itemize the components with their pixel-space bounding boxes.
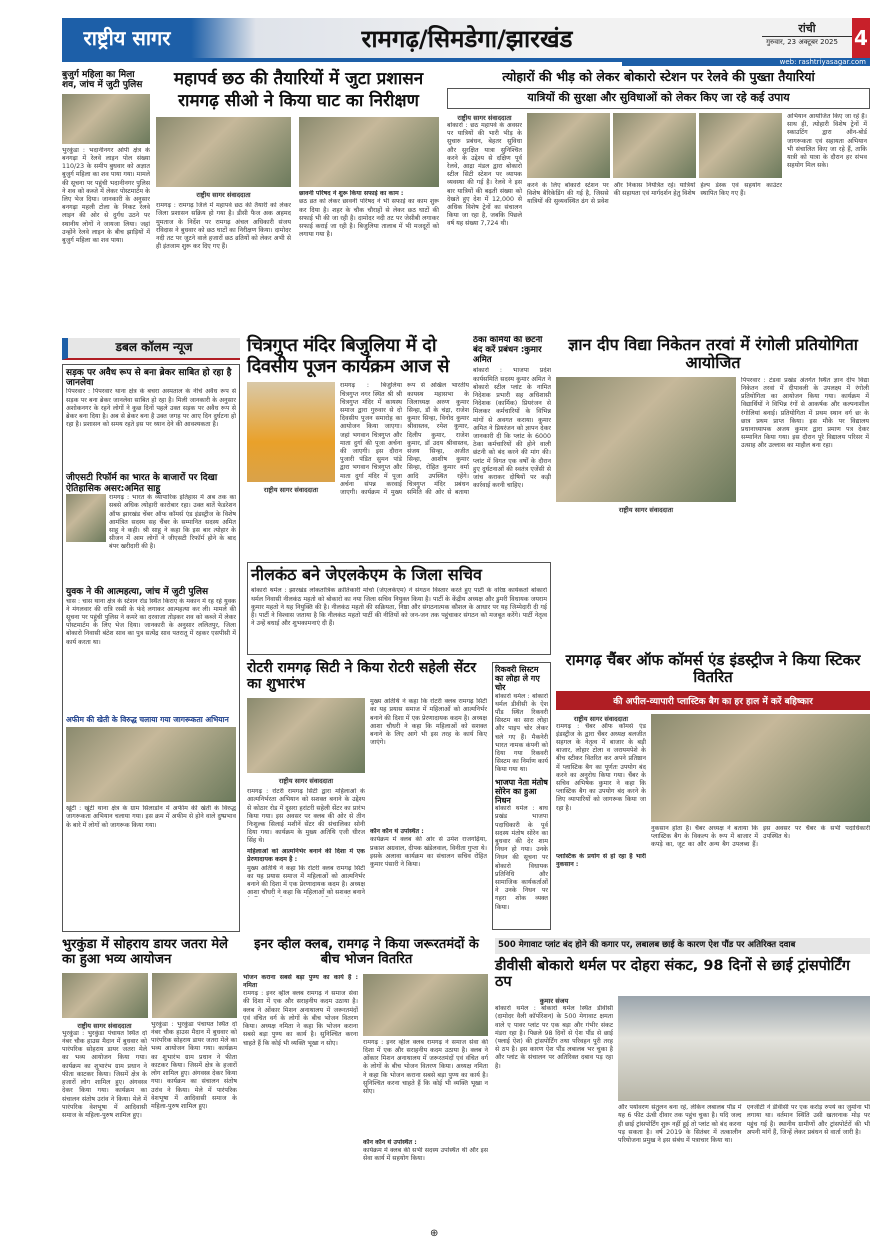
photo (527, 113, 610, 178)
headline: अफीम की खेती के विरुद्ध चलाया गया जागरूकता अभियान (66, 714, 229, 724)
body: भुरकुंडा : भदानीनगर ओपी क्षेत्र के बनगढ़ा में रेलवे लाइन पोल संख्या 110/23 के समीप बुधवार को अज्ञात बुजुर्ग महिला का शव पाया गया। मामले की सूचना पर पहुंची भदानीनगर पुलिस ने शव को कब्जे में लेकर पोस्टमार्टम के लिए भेज दिया। जानकारी के अनुसार बनगढ़ा महली टोला के निकट रेलवे लाइन की ओर से दुर्गंध उठने पर स्थानीय लोगों ने जायजा लिया। जहां उन्होंने रेलवे लाइन के बीच झाड़ियों में बुजुर्ग महिला का शव पाया। (62, 146, 150, 244)
body: छठ व्रत को लेकर छावनी परिषद ने भी सफाई का काम शुरू कर दिया है। शहर के चौक चौराहों से लेकर छठ घाटों की सफाई भी की जा रही है। दामोदर नदी तट पर जेसीबी लगाकर सफाई कराई जा रही है। बिजुलिया तालाब में भी मजदूरों को लगाया गया है। (299, 198, 439, 239)
subhead: कौन कौन थे उपस्थित : (370, 828, 424, 836)
article-rotary (247, 660, 487, 932)
headline: रोटरी रामगढ़ सिटी ने किया रोटरी सहेली सेंटर का शुभारंभ (247, 660, 477, 693)
body: बोकारो थर्मल : झारखंड लोकतांत्रिक क्रांतिकारी मोर्चा (जेएलकेएम) ने संगठन विस्तार करते हुए पार्टी के वरिष्ठ कार्यकर्ता बोकारो थर्मल निवासी नीलकंठ महतो को बोकारो का नया जिला सचिव नियुक्त किया है। पार्टी के केंद्रीय अध्यक्ष और डुमरी विधायक जयराम कुमार महतो ने यह नियुक्ति की है। नीलकंठ महतो की सक्रियता, निष्ठा और संगठनात्मक कौशल के आधार पर यह जिम्मेदारी दी गई है। पार्टी ने विश्वास जताया है कि नीलकंठ महतो पार्टी की नीतियों को जन-जन तक पहुंचाकर संगठन को मजबूत करेंगे। पार्टी नेतृत्व ने उन्हें बधाई और शुभकामनाएं दी हैं। (251, 587, 547, 628)
kicker: 500 मेगावाट प्लांट बंद होने की कगार पर, लबालब छाई के कारण ऐश पौंड पर अतिरिक्त दवाब (495, 938, 870, 954)
headline: डीवीसी बोकारो थर्मल पर दोहरा संकट, 98 दिनों से छाई ट्रांसपोर्टिंग ठप (495, 957, 850, 991)
body: रामगढ़ : चैंबर ऑफ कॉमर्स एंड इंडस्ट्रीज के द्वारा चैंबर अध्यक्ष बलजीत सहगल के नेतृत्व में बाजार के बड़ी बाजार, लोहार टोला व जरायमपेशे के बीच स्टीकर वितरित कर अपने प्रतिष्ठान में प्लास्टिक बैग का पूर्णतः उपयोग बंद करने का अनुरोध किया गया। चैंबर के सचिव अभिषेक कुमार ने कहा कि प्लास्टिक बैग का उपयोग बंद करने के लिए व्यापारियों को जागरूक किया जा रहा है। (556, 722, 646, 812)
registration-mark-icon: ⊕ (430, 1228, 439, 1239)
subhead: यात्रियों की सुरक्षा और सुविधाओं को लेकर किए जा रहे कई उपाय (447, 88, 870, 109)
article-neelkanth (247, 562, 551, 655)
headline: बुजुर्ग महिला का मिला शव, जांच में जुटी पुलिस (62, 70, 143, 91)
body: कार्यक्रम में क्लब की सभी सदस्य उपस्थित थीं और इस सेवा कार्य में सहयोग किया। (363, 1147, 488, 1163)
headline: ज्ञान दीप विद्या निकेतन तरवां में रंगोली प्रतियोगिता आयोजित (568, 335, 858, 373)
headline: ठेका कर्मियों की छंटनी बंद करें प्रबंधन :कुमार अमित (473, 336, 543, 365)
headline: त्योहारों की भीड़ को लेकर बोकारो स्टेशन पर रेलवे की पुख्ता तैयारियां (502, 69, 815, 84)
page-number: 4 (852, 18, 870, 58)
article-bokaro-station (447, 70, 870, 332)
article-gyan-deep (556, 336, 870, 606)
body: बोकारो : भाजपा प्रदेश कार्यसमिति सदस्य कुमार अमित ने बोकारो स्टील प्लांट के नामित निदेशक प्रभारी सह अधिशासी निदेशक (कार्मिक) प्रियरंजन से मिलकर कर्मचारियों के विभिन्न मांगों से अवगत कराया। कुमार अमित ने प्रियरंजन को ज्ञापन देकर जानकारी दी कि प्लांट के 6000 ठेका कर्मचारियों की होने वाली छंटनी को बंद करने की मांग की। प्लांट में विगत एक वर्षों के दौरान हुए दुर्घटनाओं की स्वतंत्र एजेंसी से जांच कराकर दोषियों पर कड़ी कार्रवाई करनी चाहिए। (473, 367, 551, 490)
body: बोकारो : छठ महापर्व के अवसर पर यात्रियों की भारी भीड़ के सुचारु प्रबंधन, बेहतर सुविधा और सुरक्षित यात्रा सुनिश्चित करने के उद्देश्य से दक्षिण पूर्व रेलवे, आद्रा मंडल द्वारा बोकारो स्टील सिटी स्टेशन पर व्यापक व्यवस्था की गई है। रेलवे ने इस बार यात्रियों की बढ़ती संख्या को देखते हुए देश में 12,000 से अधिक विशेष ट्रेनों का संचालन किया जा रहा है, जबकि पिछले वर्ष यह संख्या 7,724 थी। (447, 122, 522, 228)
photo (299, 117, 439, 187)
body: खूंटी : खूंटी थाना क्षेत्र के ग्राम सिलाडोन में अफीम की खेती के विरुद्ध जागरूकता अभियान चलाया गया। इस क्रम में अफीम से होने वाले दुष्प्रभाव के बारे में लोगों को जागरूक किया गया। (66, 805, 236, 829)
body: करने के लिए बोकारो स्टेशन पर विशेष बैरिकेडिंग की गई है, जिससे यात्रियों की सुव्यवस्थित ढंग से प्रवेश और निकास नियंत्रित रहे। यात्रियों की सहायता एवं मार्गदर्शन हेतु विशेष हेल्प डेस्क एवं सहयोग काउंटर स्थापित किए गए हैं। (527, 182, 782, 206)
headline: इनर व्हील क्लब, रामगढ़ ने किया जरूरतमंदों के बीच भोजन वितरित (254, 937, 479, 967)
photo (556, 377, 736, 502)
headline: रामगढ़ चैंबर ऑफ कॉमर्स एंड इंडस्ट्रीज ने किया स्टिकर वितरित (565, 651, 861, 687)
article-theka (473, 336, 551, 556)
body: रामगढ़ : रामगढ़ जिले में महापर्व छठ की तैयारी को लेकर जिला प्रशासन सक्रिय हो गया है। डीसी फैज अक अहमद मुमताज के निर्देश पर रामगढ़ अंचल अधिकारी संजय रविदास ने बुधवार को छठ घाटों का निरीक्षण किया। दामोदर नदी तट पर जुटने वाले हजारों छठ व्रतियों को लेकर अभी से ही इंतजाम शुरू कर दिए गए हैं। (156, 202, 291, 251)
body: भुरकुंडा : भुरकुंडा पंचायत स्थित दो नंबर चौक हाउस मैदान में बुधवार को पारंपरिक सोहराय डायर जतरा मेले का भव्य आयोजन किया गया। कार्यक्रम का शुभारंभ ग्राम प्रधान ने फीता काटकर किया। जिसमें क्षेत्र के हजारों लोग शामिल हुए। अंगवस्त्र देकर किया गया। कार्यक्रम का संचालन संतोष उरांव ने किया। मेले में पारंपरिक वेशभूषा में आदिवासी समाज के महिला-पुरुष शामिल हुए। (151, 1020, 237, 1110)
headline: युवक ने की आत्महत्या, जांच में जुटी पुलिस (66, 587, 209, 598)
photo (156, 117, 291, 187)
article-dvc (495, 938, 870, 1228)
brand-logo: राष्ट्रीय सागर (83, 26, 171, 50)
credit: राष्ट्रीय सागर संवाददाता (77, 1021, 132, 1030)
headline: चित्रगुप्त मंदिर बिजुलिया में दो दिवसीय पूजन कार्यक्रम आज से (247, 335, 450, 377)
article-chhath (156, 70, 441, 332)
body: रामगढ़ : बिजुलिया चित्रगुप्त नगर स्थित श्री श्री चित्रगुप्त मंदिर में कायस्थ समाज द्वारा गुरुवार से दो दिवसीय पूजन समारोह का आयोजन किया जाएगा। जहां भगवान चित्रगुप्त और माता दुर्गा की पूजा अर्चना की जाएगी। इस दौरान पुजारी पंडित सुमन पांडे द्वारा भगवान चित्रगुप्त और माता दुर्गा मंदिर में पूजा अर्चना संपन्न करवाई जाएगी। कार्यक्रम में मुख्य रूप से अखिल भारतीय कायस्थ महासभा के जिलाध्यक्ष अरुण कुमार सिन्हा, डॉ के चंद्रा, राजेश कुमार सिन्हा, विनोद कुमार श्रीवास्तव, रमेश कुमार, दिलीप कुमार, राजेश कुमार, डॉ उदय श्रीवास्तव, संजय सिन्हा, अजीत सिन्हा, आशीष कुमार सिन्हा, रोहित कुमार वर्मा आदि उपस्थित रहेंगे। चित्रगुप्त मंदिर प्रबंधन समिति की ओर से बताया (340, 382, 469, 497)
edition-date: गुरुवार, 23 अक्टूबर 2025 (766, 38, 838, 46)
headline: भाजपा नेता मंतोष सोरेन का हुआ निधन (495, 777, 548, 805)
body: नुकसान होता है। चैंबर अध्यक्ष ने बताया कि प्लास्टिक बैग के विकल्प के रूप में बाजार में कपड़े का, जूट का और अन्य बैग उपलब्ध हैं। इस अवसर पर चैंबर के सभी पदाधिकारी उपस्थित थे। (651, 824, 870, 848)
edition-city: रांची (762, 21, 852, 37)
section-title: रामगढ़/सिमडेगा/झारखंड (361, 25, 573, 53)
article-bhurkunda (62, 938, 237, 1228)
body: बोकारो थर्मल : बोकारो थर्मल डीवीसी के ऐश पौंड स्थित रिकवरी सिस्टम का सारा लोहा और पाइप चोर लेकर चले गए हैं। मैकनेरी भारत नामक कंपनी को दिया गया रिकवरी सिस्टम का निर्माण कार्य किया गया था। (495, 692, 548, 774)
credit: राष्ट्रीय सागर संवाददाता (278, 777, 334, 786)
credit: राष्ट्रीय सागर संवाददाता (263, 486, 319, 495)
article-chitragupt (247, 336, 469, 558)
headline: भुरकुंडा में सोहराय डायर जतरा मेले का हुआ भव्य आयोजन (62, 937, 228, 967)
headline: महापर्व छठ की तैयारियों में जुटा प्रशासन (173, 69, 424, 89)
headline: रामगढ़ सीओ ने किया घाट का निरीक्षण (178, 90, 419, 111)
body: रामगढ़ : रोटरी रामगढ़ सिटी द्वारा महिलाओं के आत्मनिर्भरता अभियान को सशक्त बनाने के उद्देश्य से कोठार रोड में दूसरा हरांटरी सहेली सेंटर का प्रारंभ किया गया। इस अवसर पर क्लब की ओर से तीन निःशुल्क सिलाई मशीनें सेंटर की संचालिका सोनी दिया गया। कार्यक्रम के मुख्य अतिथि एजी धीरज सिंह थे। (247, 788, 365, 845)
article-elderly-woman (62, 70, 150, 332)
subhead: छावनी परिषद ने शुरू किया सफाई का काम : (299, 190, 404, 198)
body: और पर्यावरण संतुलन बना रहे, लेकिन लबालब पौंड में यह 6 फीट ऊंची दीवार तक पहुंच चुका है। यदि जल्द ही छाई ट्रांसपोर्टिंग शुरू नहीं हुई तो प्लांट को बंद करना पड़ सकता है। वर्ष 2019 के सितंबर में तत्कालीन परियोजना प्रमुख ने इस संबंध में पत्राचार किया था। (618, 1104, 742, 1144)
photo (363, 974, 488, 1036)
masthead (62, 18, 870, 66)
headline: नीलकंठ बने जेएलकेएम के जिला सचिव (251, 565, 482, 584)
credit: कुमार संजय (539, 997, 569, 1006)
credit: राष्ट्रीय सागर संवाददाता (196, 191, 251, 200)
body: भुरकुंडा : भुरकुंडा पंचायत स्थित दो नंबर चौक हाउस मैदान में बुधवार को पारंपरिक सोहराय डायर जतरा मेले का भव्य आयोजन किया गया। कार्यक्रम का शुभारंभ ग्राम प्रधान ने फीता काटकर किया। जिसमें क्षेत्र के हजारों लोग शामिल हुए। अंगवस्त्र देकर किया गया। कार्यक्रम का संचालन संतोष उरांव ने किया। मेले में पारंपरिक वेशभूषा में आदिवासी समाज के महिला-पुरुष शामिल हुए। (62, 1029, 147, 1119)
body: रामगढ़ : भारत के व्यापारिक इतिहास में अब तक का सबसे अधिक त्योहारी कारोबार रहा। उक्त बातें फेडरेशन ऑफ झारखंड चेंबर ऑफ कॉमर्स एंड इंडस्ट्रीज के विशेष आमंत्रित सदस्य सह चैंबर के सम्मानित सदस्य अमित साहू ने कही। श्री साहू ने कहा कि इस बार त्योहार के सीजन में आम लोगों ने जीएसटी रिफॉर्म होने के बाद बंपर खरीदारी की है। (109, 494, 236, 551)
body: मुख्य अतिथि ने कहा कि रोटरी क्लब रामगढ़ सिटी का यह प्रयास समाज में महिलाओं को आत्मनिर्भर बनाने की दिशा में एक प्रेरणादायक कदम है। अध्यक्ष आशा चौधरी ने कहा कि महिलाओं को सशक्त बनाने के लिए आगे भी इस तरह के कार्य किए जाएंगे। (370, 698, 487, 747)
body: मुख्य अतिथि ने कहा कि रोटरी क्लब रामगढ़ सिटी का यह प्रयास समाज में महिलाओं को आत्मनिर्भर बनाने की दिशा में एक प्रेरणादायक कदम है। अध्यक्ष आशा चौधरी ने कहा कि महिलाओं को सशक्त बनाने (247, 864, 365, 897)
body: रामगढ़ : इनर व्हील क्लब रामगढ़ ने समाज सेवा की दिशा में एक और सराहनीय कदम उठाया है। क्लब ने ओंकार मिशन अनाथालय में जरूरतमंदों एवं वंचित वर्ग के लोगों के बीच भोजन वितरण किया। अध्यक्ष नमिता ने कहा कि भोजन कराना सबसे बड़ा पुण्य का कार्य है। सुनिश्चित करना चाहते हैं कि कोई भी व्यक्ति भूखा न सोए। (363, 1038, 488, 1096)
photo (66, 727, 236, 802)
author-photo (66, 494, 106, 542)
body: एनजीटी ने डीवीसी पर एक करोड़ रुपये का जुर्माना भी लगाया था। वर्तमान स्थिति उसी खतरनाक मोड़ पर पहुंच गई है। स्थानीय ग्रामीणों और ट्रांसपोर्टरों की भी अपनी मांगें हैं, जिन्हें लेकर प्रबंधन से वार्ता जारी है। (746, 1104, 870, 1136)
subhead: महिलाओं को आत्मनिर्भर बनाने की दिशा में एक प्रेरणादायक कदम है : (247, 848, 365, 864)
headline: रिकवरी सिस्टम का लोहा ले गए चोर (495, 665, 540, 693)
photo (247, 382, 335, 482)
body: अभियान आयोजित किए जा रहे हैं। साथ ही, त्योहारी विशेष ट्रेनों में स्काउटिंग द्वारा ऑन-बोर्ड जागरूकता एवं सहायता अभियान भी संचालित किए जा रहे हैं, ताकि यात्री को यात्रा के दौरान हर संभव सहयोग मिल सके। (787, 113, 867, 170)
credit: राष्ट्रीय सागर संवाददाता (618, 505, 674, 514)
headline: सड़क पर अवैध रूप से बना ब्रेकर साबित हो रहा है जानलेवा (66, 367, 232, 389)
body: रामगढ़ : इनर व्हील क्लब रामगढ़ ने समाज सेवा की दिशा में एक और सराहनीय कदम उठाया है। क्लब ने ओंकार मिशन अनाथालय में जरूरतमंदों एवं वंचित वर्ग के लोगों के बीच भोजन वितरण किया। अध्यक्ष नमिता ने कहा कि भोजन कराना सबसे बड़ा पुण्य का कार्य है। सुनिश्चित करना चाहते हैं कि कोई भी व्यक्ति भूखा न सोए। (243, 990, 358, 1047)
subhead: भोजन कराना सबसे बड़ा पुण्य का कार्य है : नमिता (243, 973, 358, 990)
photo (62, 973, 148, 1018)
body: कार्यक्रम में क्लब की ओर से उमेश राजगढ़िया, प्रकाश अग्रवाल, दीपक खंडेलवाल, विनीता गुप्ता थे। इसके अलावा कार्यक्रम का संचालन सचिव रोहित कुमार पंसारी ने किया। (370, 836, 487, 868)
body: बोकारो थर्मल : बोकारो थर्मल स्थित डीवीसी (दामोदर वैली कॉर्पोरेशन) के 500 मेगावाट क्षमता वाले ए पावर प्लांट पर एक बड़ा और गंभीर संकट मंडरा रहा है। पिछले 98 दिनों से ऐश पौंड से छाई (फ्लाई ऐश) की ट्रांसपोर्टिंग तथा परिवहन पूरी तरह से ठप है। इस कारण ऐश पौंड लबालब भर चुका है और प्लांट के संचालन पर अतिरिक्त दबाव पड़ रहा है। (495, 1005, 613, 1070)
subhead: कौन कौन थे उपस्थित : (363, 1138, 417, 1146)
photo (699, 113, 782, 178)
body: चास : चास थाना क्षेत्र के स्टेशन रोड स्थित किराए के मकान में रह रहे युवक ने मंगलवार की रात्रि रस्सी के फंदे लगाकर आत्महत्या कर ली। मामले की सूचना पर पहुंची पुलिस ने कमरे का दरवाजा तोड़कर शव को कब्जे में लेकर पोस्टमार्टम के लिए भेज दिया। जानकारी के अनुसार ललितपुर, जिला बोकारो निवासी बंटेश साव का पुत्र सत्येंद्र साव पतरातू में रहकर एसपीसी में कार्य करता था। (66, 597, 236, 646)
photo (152, 973, 238, 1018)
photo (62, 94, 150, 144)
article-inner-wheel (243, 938, 490, 1228)
headline: जीएसटी रिफॉर्म का भारत के बाजारों पर दिखा ऐतिहासिक असर:अमित साहू (66, 473, 218, 494)
article-chamber (556, 652, 870, 932)
website-link[interactable]: web: rashtriyasagar.com (622, 58, 870, 66)
subhead: प्लास्टिक के प्रयोग से हो रहा है भारी नुकसान : (556, 852, 646, 868)
credit: राष्ट्रीय सागर संवाददाता (573, 714, 629, 723)
body: पिपरवार : टंडवा प्रखंड अंतर्गत स्थित ज्ञान दीप विद्या निकेतन तरवां में दीपावली के उपलक्ष्य में रंगोली प्रतियोगिता का आयोजन किया गया। कार्यक्रम में विद्यार्थियों ने विभिन्न रंगों से आकर्षक और कल्पनाशील रंगोलियां बनाई। प्रतियोगिता में प्रथम स्थान वर्ग छः के छात्र प्रथम प्राप्त किया। इस मौके पर विद्यालय प्रधानाध्यापक अजय कुमार द्वारा प्रमाण पत्र देकर सम्मानित किया गया। इस दौरान पूरे विद्यालय परिसर में उत्साह और उल्लास का माहौल बना रहा। (741, 376, 869, 450)
photo (618, 996, 870, 1101)
photo (613, 113, 696, 178)
double-column-news (62, 338, 240, 933)
body: पिपरवार : पिपरवार थाना क्षेत्र के बचरा अस्पताल के नीचे अवैध रूप से सड़क पर बना ब्रेकर जानलेवा साबित हो रहा है। मिली जानकारी के अनुसार अशोकनगर के रहने लोगों ने कुछ दिनों पहले उक्त सड़क पर अवैध रूप से ब्रेकर बना दिया है। अब से ब्रेकर बना है उक्त जगह पर आए दिन दुर्घटना हो रहा है। प्रशासन को समय रहते इस पर ध्यान देने की आवश्यकता है। (66, 388, 236, 429)
credit: राष्ट्रीय सागर संवाददाता (457, 114, 512, 123)
photo (651, 714, 870, 822)
body: बोकारो थर्मल : बाघ प्रखंड भाजपा पदाधिकारी के पूर्व सदस्य मंतोष सोरेन का बुधवार की देर शाम निधन हो गया। उनके निधन की सूचना पर बोकारो विधायक प्रतिनिधि और सामाजिक कार्यकर्ताओं ने उनके निधन पर गहरा शोक व्यक्त किया। (495, 805, 548, 911)
section-label: डबल कॉलम न्यूज (62, 338, 240, 360)
strip: की अपील-व्यापारी प्लास्टिक बैग का हर हाल में करें बहिष्कार (556, 691, 870, 710)
article-recovery (492, 662, 551, 930)
photo (247, 698, 365, 773)
